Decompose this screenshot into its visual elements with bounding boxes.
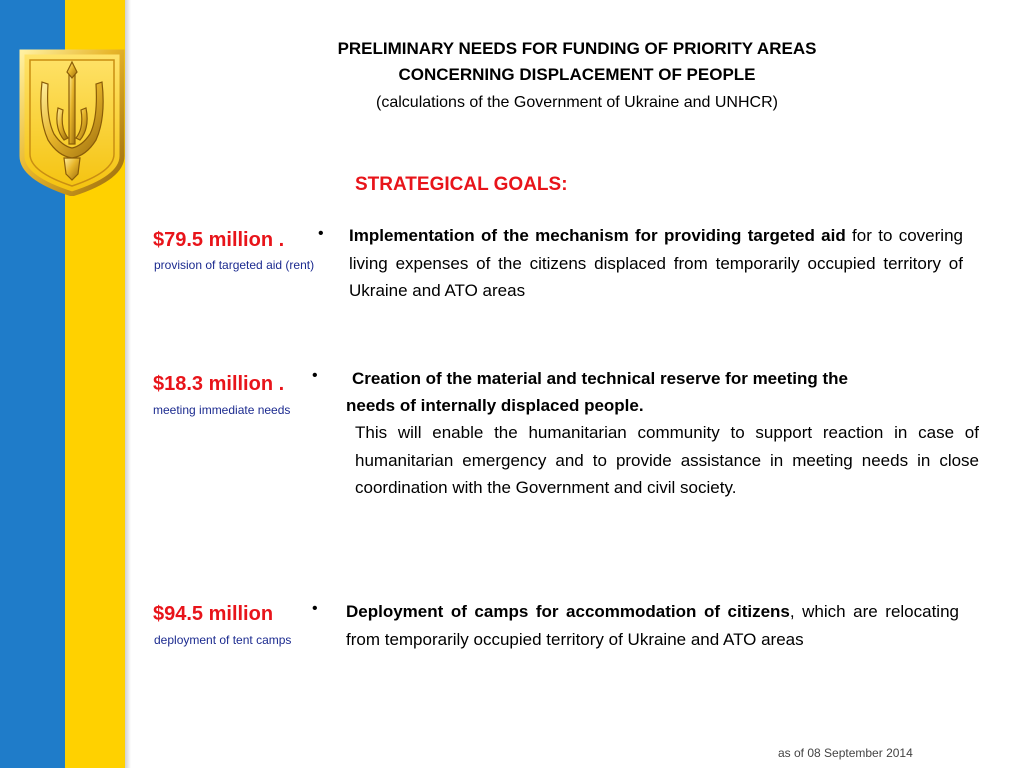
goal-1-bold: Implementation of the mechanism for providing targeted aid bbox=[349, 226, 846, 245]
date-footer: as of 08 September 2014 bbox=[778, 746, 913, 760]
goal-2-bold-line-1: Creation of the material and technical reserve for meeting the bbox=[352, 369, 848, 388]
goal-2-bold-line-2: needs of internally displaced people. bbox=[346, 396, 644, 415]
amount-1: $79.5 million . bbox=[153, 229, 285, 251]
page-subtitle: (calculations of the Government of Ukraine and UNHCR) bbox=[376, 94, 778, 111]
title-line-1: PRELIMINARY NEEDS FOR FUNDING OF PRIORITY AREAS bbox=[337, 39, 817, 58]
amount-2: $18.3 million . bbox=[153, 373, 285, 395]
page-title bbox=[290, 36, 864, 88]
goal-3-bold: Deployment of camps for accommodation of citizens bbox=[346, 602, 790, 621]
goal-2-text: This will enable the humanitarian community to support reaction in case of humanitarian emergency and to provide assistance in meeting needs in close coordination with the Government and civil society. bbox=[355, 423, 979, 497]
amount-desc-1: provision of targeted aid (rent) bbox=[154, 258, 315, 272]
bullet-1: • bbox=[318, 225, 324, 242]
coat-of-arms-icon bbox=[18, 48, 126, 196]
goals-heading: STRATEGICAL GOALS: bbox=[355, 174, 568, 195]
amount-desc-3: deployment of tent camps bbox=[154, 633, 292, 647]
amount-3: $94.5 million bbox=[153, 603, 274, 625]
title-line-2: CONCERNING DISPLACEMENT OF PEOPLE bbox=[398, 65, 756, 84]
goal-item-1 bbox=[349, 222, 963, 305]
goal-3-text: , which are relocating from temporarily occupied territory of Ukraine and ATO areas bbox=[346, 602, 959, 649]
bullet-3: • bbox=[312, 600, 318, 617]
bullet-2: • bbox=[312, 367, 318, 384]
amount-desc-2: meeting immediate needs bbox=[153, 403, 291, 417]
goal-1-text: for to covering living expenses of the citizens displaced from temporarily occupied territory of Ukraine and ATO areas bbox=[349, 226, 963, 300]
goal-item-3 bbox=[346, 598, 959, 653]
